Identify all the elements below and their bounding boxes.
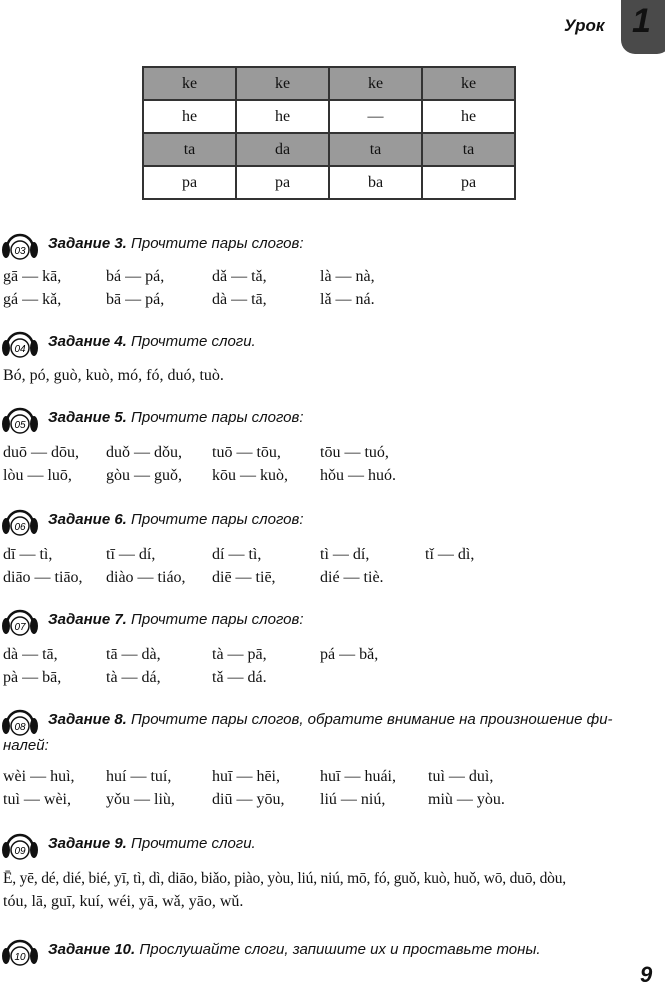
table-cell: he bbox=[422, 100, 515, 133]
syllable-pair: tōu — tuó, bbox=[320, 444, 389, 461]
task-6 bbox=[0, 502, 304, 536]
task-4 bbox=[0, 324, 256, 358]
task-label: Задание 8. bbox=[48, 710, 127, 728]
track-number: 04 bbox=[14, 344, 26, 355]
task-label: Задание 4. bbox=[48, 332, 127, 350]
track-number: 09 bbox=[14, 846, 26, 857]
syllable-pair: pá — bǎ, bbox=[320, 646, 379, 663]
syllable-pair: gá — kǎ, bbox=[3, 291, 62, 308]
syllable-pair: tǎ — dá. bbox=[212, 669, 267, 686]
syllable-pair: tǐ — dì, bbox=[425, 546, 475, 563]
syllable-pair: diē — tiē, bbox=[212, 569, 276, 586]
table-row bbox=[143, 100, 515, 133]
syllable-pair: tì — dí, bbox=[320, 546, 370, 563]
syllable-row bbox=[0, 646, 665, 669]
headphones-audio-icon[interactable] bbox=[0, 826, 40, 860]
task-instruction: Прослушайте слоги, запишите их и проставьте тоны. bbox=[139, 940, 541, 958]
headphones-audio-icon[interactable] bbox=[0, 324, 40, 358]
task-4-syllables: Bó, pó, guò, kuò, mó, fó, duó, tuò. bbox=[3, 367, 224, 384]
task-title bbox=[48, 409, 304, 426]
task-title bbox=[48, 611, 304, 628]
syllable-pair: liú — niú, bbox=[320, 791, 386, 808]
table-cell: ta bbox=[329, 133, 422, 166]
headphones-audio-icon[interactable] bbox=[0, 602, 40, 636]
syllable-pair: tà — dá, bbox=[106, 669, 161, 686]
task-title bbox=[48, 333, 256, 350]
syllable-pair: wèi — huì, bbox=[3, 768, 75, 785]
table-cell: da bbox=[236, 133, 329, 166]
task-title bbox=[48, 941, 541, 958]
task-title bbox=[48, 511, 304, 528]
task-9-syllables-line-1: Ē, yē, dé, dié, bié, yī, tì, dì, diāo, biǎo, piào, yòu, liú, niú, mō, fó, guǒ, kuò, huǒ, wō, duō, dòu, bbox=[3, 870, 566, 887]
table-cell: ke bbox=[422, 67, 515, 100]
task-8-syllables bbox=[0, 768, 665, 814]
task-8-instruction-continued: налей: bbox=[3, 737, 49, 754]
task-label: Задание 10. bbox=[48, 940, 136, 958]
lesson-label: Урок bbox=[564, 16, 605, 35]
task-instruction: Прочтите пары слогов: bbox=[131, 234, 304, 252]
syllable-pair: dī — tì, bbox=[3, 546, 53, 563]
table-cell: pa bbox=[236, 166, 329, 199]
task-3 bbox=[0, 226, 304, 260]
syllable-pair: dié — tiè. bbox=[320, 569, 384, 586]
syllable-row bbox=[0, 791, 665, 814]
syllable-pair: tī — dí, bbox=[106, 546, 156, 563]
task-instruction: Прочтите слоги. bbox=[131, 332, 256, 350]
headphones-audio-icon[interactable] bbox=[0, 502, 40, 536]
task-3-syllables bbox=[0, 268, 665, 314]
task-6-syllables bbox=[0, 546, 665, 592]
syllable-pair: duō — dōu, bbox=[3, 444, 79, 461]
syllable-pair: tuì — wèi, bbox=[3, 791, 71, 808]
task-instruction: Прочтите пары слогов, обратите внимание на произношение фи- bbox=[131, 710, 613, 728]
headphones-audio-icon[interactable] bbox=[0, 400, 40, 434]
syllable-pair: bá — pá, bbox=[106, 268, 165, 285]
task-9 bbox=[0, 826, 256, 860]
table-cell: ta bbox=[422, 133, 515, 166]
syllable-pair: là — nà, bbox=[320, 268, 375, 285]
syllable-pair: hǒu — huó. bbox=[320, 467, 396, 484]
task-label: Задание 5. bbox=[48, 408, 127, 426]
syllable-pair: diāo — tiāo, bbox=[3, 569, 83, 586]
syllable-pair: gòu — guǒ, bbox=[106, 467, 182, 484]
task-7-syllables bbox=[0, 646, 665, 692]
task-instruction: Прочтите слоги. bbox=[131, 834, 256, 852]
syllable-pair: tuì — duì, bbox=[428, 768, 494, 785]
syllable-pair: gā — kā, bbox=[3, 268, 62, 285]
syllable-pair: miù — yòu. bbox=[428, 791, 505, 808]
table-cell: ke bbox=[143, 67, 236, 100]
task-title bbox=[48, 235, 304, 252]
syllable-pair: dà — tā, bbox=[3, 646, 58, 663]
syllable-row bbox=[0, 569, 665, 592]
syllable-pair: dà — tā, bbox=[212, 291, 267, 308]
table-row bbox=[143, 166, 515, 199]
page-number: 9 bbox=[640, 962, 653, 987]
syllable-pair: tà — pā, bbox=[212, 646, 267, 663]
syllable-row bbox=[0, 546, 665, 569]
task-label: Задание 9. bbox=[48, 834, 127, 852]
syllable-pair: lǎ — ná. bbox=[320, 291, 375, 308]
task-title bbox=[48, 711, 613, 728]
syllable-pair: pà — bā, bbox=[3, 669, 62, 686]
syllable-pair: bā — pá, bbox=[106, 291, 165, 308]
syllable-pair: huī — hēi, bbox=[212, 768, 280, 785]
task-9-syllables-line-2: tóu, lā, guī, kuí, wéi, yā, wǎ, yāo, wǔ. bbox=[3, 893, 244, 910]
syllable-row bbox=[0, 444, 665, 467]
syllable-pair: diào — tiáo, bbox=[106, 569, 186, 586]
table-cell: ke bbox=[329, 67, 422, 100]
table-row bbox=[143, 67, 515, 100]
task-label: Задание 6. bbox=[48, 510, 127, 528]
task-5 bbox=[0, 400, 304, 434]
task-label: Задание 3. bbox=[48, 234, 127, 252]
track-number: 05 bbox=[14, 420, 26, 431]
syllable-pair: tuō — tōu, bbox=[212, 444, 281, 461]
syllable-pair: duǒ — dǒu, bbox=[106, 444, 182, 461]
table-cell: — bbox=[329, 100, 422, 133]
task-8 bbox=[0, 702, 613, 736]
syllable-pair: lòu — luō, bbox=[3, 467, 72, 484]
task-instruction: Прочтите пары слогов: bbox=[131, 510, 304, 528]
syllable-table bbox=[142, 66, 516, 200]
table-cell: ta bbox=[143, 133, 236, 166]
syllable-row bbox=[0, 291, 665, 314]
syllable-pair: dí — tì, bbox=[212, 546, 262, 563]
syllable-pair: dǎ — tǎ, bbox=[212, 268, 267, 285]
track-number: 10 bbox=[14, 952, 26, 963]
syllable-row bbox=[0, 268, 665, 291]
syllable-row bbox=[0, 768, 665, 791]
task-instruction: Прочтите пары слогов: bbox=[131, 408, 304, 426]
table-row bbox=[143, 133, 515, 166]
task-instruction: Прочтите пары слогов: bbox=[131, 610, 304, 628]
syllable-pair: huí — tuí, bbox=[106, 768, 172, 785]
syllable-pair: yǒu — liù, bbox=[106, 791, 175, 808]
syllable-row bbox=[0, 669, 665, 692]
table-cell: ba bbox=[329, 166, 422, 199]
syllable-row bbox=[0, 467, 665, 490]
headphones-audio-icon[interactable] bbox=[0, 932, 40, 966]
lesson-number: 1 bbox=[632, 2, 651, 40]
headphones-audio-icon[interactable] bbox=[0, 226, 40, 260]
syllable-pair: diū — yōu, bbox=[212, 791, 285, 808]
table-cell: he bbox=[236, 100, 329, 133]
track-number: 07 bbox=[14, 622, 26, 633]
headphones-audio-icon[interactable] bbox=[0, 702, 40, 736]
track-number: 08 bbox=[14, 722, 26, 733]
task-5-syllables bbox=[0, 444, 665, 490]
syllable-pair: huī — huái, bbox=[320, 768, 396, 785]
table-cell: he bbox=[143, 100, 236, 133]
task-7 bbox=[0, 602, 304, 636]
track-number: 03 bbox=[14, 246, 26, 257]
table-cell: pa bbox=[422, 166, 515, 199]
track-number: 06 bbox=[14, 522, 26, 533]
syllable-pair: kōu — kuò, bbox=[212, 467, 288, 484]
task-label: Задание 7. bbox=[48, 610, 127, 628]
task-title bbox=[48, 835, 256, 852]
table-cell: pa bbox=[143, 166, 236, 199]
task-10 bbox=[0, 932, 541, 966]
table-cell: ke bbox=[236, 67, 329, 100]
syllable-pair: tā — dà, bbox=[106, 646, 161, 663]
